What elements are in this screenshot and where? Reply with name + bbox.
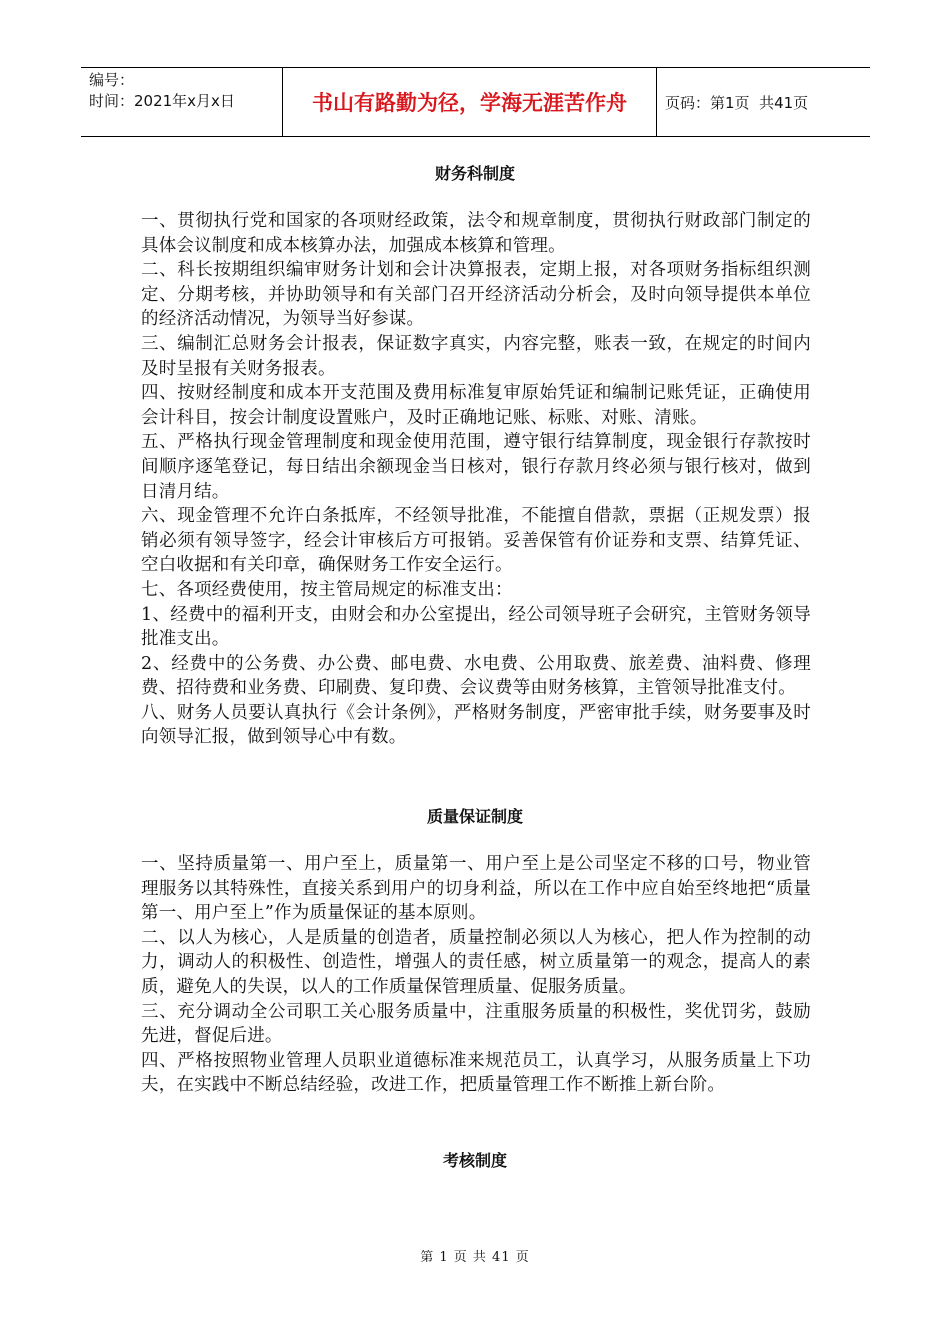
paragraph: 四、按财经制度和成本开支范围及费用标准复审原始凭证和编制记账凭证，正确使用会计科目，按会计制度设置账户，及时正确地记账、标账、对账、清账。 <box>141 383 811 428</box>
page-header <box>81 67 870 137</box>
paragraph: 1、经费中的福利开支，由财会和办公室提出，经公司领导班子会研究，主管财务领导批准支出。 <box>141 604 811 650</box>
page-footer: 第 1 页 共 41 页 <box>420 1250 530 1265</box>
header-motto: 书山有路勤为径，学海无涯苦作舟 <box>283 68 657 136</box>
document-date-label: 时间：2021年x月x日 <box>89 92 235 110</box>
section-body-finance <box>141 209 811 750</box>
document-number-label: 编号： <box>89 71 135 89</box>
paragraph: 四、严格按照物业管理人员职业道德标准来规范员工，认真学习，从服务质量上下功夫，在实践中不断总结经验，改进工作，把质量管理工作不断推上新台阶。 <box>141 1050 811 1096</box>
paragraph: 三、充分调动全公司职工关心服务质量中，注重服务质量的积极性，奖优罚劣，鼓励先进，督促后进。 <box>141 1001 811 1047</box>
section-title-quality: 质量保证制度 <box>426 807 523 826</box>
paragraph: 七、各项经费使用，按主管局规定的标准支出： <box>141 579 513 600</box>
header-right-cell <box>657 68 870 136</box>
paragraph: 一、贯彻执行党和国家的各项财经政策，法令和规章制度，贯彻执行财政部门制定的具体会议制度和成本核算办法，加强成本核算和管理。 <box>141 211 811 256</box>
paragraph: 一、坚持质量第一、用户至上，质量第一、用户至上是公司坚定不移的口号，物业管理服务以其特殊性，直接关系到用户的切身利益，所以在工作中应自始至终地把“质量第一、用户至上”作为质量保证的基本原则。 <box>141 854 811 924</box>
paragraph: 五、严格执行现金管理制度和现金使用范围，遵守银行结算制度，现金银行存款按时间顺序逐笔登记，每日结出余额现金当日核对，银行存款月终必须与银行核对，做到日清月结。 <box>141 432 811 502</box>
header-left-cell <box>81 68 283 136</box>
header-page-label: 页码：第1页 共41页 <box>665 93 809 112</box>
paragraph: 二、以人为核心，人是质量的创造者，质量控制必须以人为核心，把人作为控制的动力，调动人的积极性、创造性，增强人的责任感，树立质量第一的观念，提高人的素质，避免人的失误，以人的工作质量保管理质量、促服务质量。 <box>141 927 811 997</box>
paragraph: 三、编制汇总财务会计报表，保证数字真实，内容完整，账表一致，在规定的时间内及时呈报有关财务报表。 <box>141 333 811 379</box>
paragraph: 二、科长按期组织编审财务计划和会计决算报表，定期上报，对各项财务指标组织测定、分期考核，并协助领导和有关部门召开经济活动分析会，及时向领导提供本单位的经济活动情况，为领导当好参谋。 <box>141 260 811 330</box>
paragraph: 2、经费中的公务费、办公费、邮电费、水电费、公用取费、旅差费、油料费、修理费、招待费和业务费、印刷费、复印费、会议费等由财务核算，主管领导批准支付。 <box>141 653 811 699</box>
section-title-finance: 财务科制度 <box>434 164 515 183</box>
section-title-assessment: 考核制度 <box>442 1151 507 1170</box>
paragraph: 六、现金管理不允许白条抵库，不经领导批准，不能擅自借款，票据（正规发票）报销必须有领导签字，经会计审核后方可报销。妥善保管有价证券和支票、结算凭证、空白收据和有关印章，确保财务工作安全运行。 <box>141 506 811 576</box>
paragraph: 八、财务人员要认真执行《会计条例》，严格财务制度，严密审批手续，财务要事及时向领导汇报，做到领导心中有数。 <box>141 702 811 748</box>
section-body-quality <box>141 852 811 1098</box>
